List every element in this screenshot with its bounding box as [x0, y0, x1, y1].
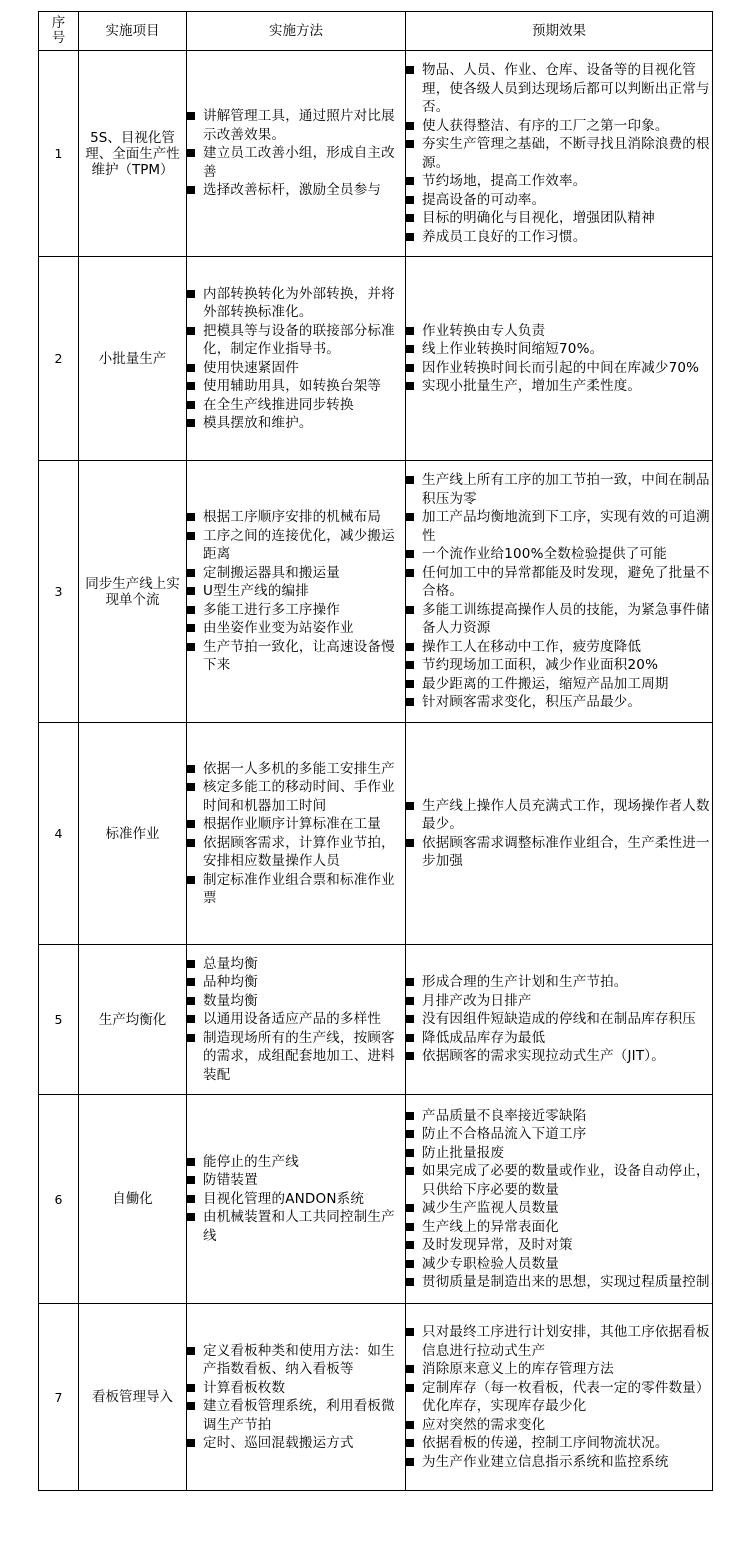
square-bullet-icon: [406, 978, 414, 986]
list-item-text: 多能工进行多工序操作: [203, 601, 340, 618]
list-item: [406, 834, 712, 871]
square-bullet-icon: [187, 401, 195, 409]
list-item: [187, 359, 405, 378]
list-item-text: 建立看板管理系统，利用看板微调生产节拍: [203, 1398, 395, 1433]
header-no: 序 号: [39, 12, 79, 51]
square-bullet-icon: [187, 419, 195, 427]
effect-cell: [406, 51, 713, 257]
square-bullet-icon: [406, 997, 414, 1005]
list-item: [406, 601, 712, 638]
square-bullet-icon: [406, 643, 414, 651]
effect-list: [406, 322, 712, 396]
list-item-text: 制定标准作业组合票和标准作业票: [203, 871, 395, 906]
square-bullet-icon: [406, 550, 414, 558]
square-bullet-icon: [187, 1176, 195, 1184]
row-number: 4: [39, 723, 79, 945]
effect-list: [406, 973, 712, 1066]
list-item-text: 定制搬运器具和搬运量: [203, 564, 340, 581]
list-item: [187, 601, 405, 620]
list-item: [406, 992, 712, 1011]
list-item-text: 为生产作业建立信息指示系统和监控系统: [422, 1453, 669, 1470]
list-item-text: 建立员工改善小组，形成自主改善: [203, 145, 395, 180]
square-bullet-icon: [406, 1260, 414, 1268]
square-bullet-icon: [187, 1347, 195, 1355]
square-bullet-icon: [406, 1015, 414, 1023]
row-number: 2: [39, 257, 79, 461]
list-item-text: 节约场地，提高工作效率。: [422, 173, 587, 189]
list-item-text: 贯彻质量是制造出来的思想，实现过程质量控制: [422, 1274, 710, 1290]
square-bullet-icon: [187, 978, 195, 986]
list-item: [406, 973, 712, 992]
list-item: [187, 1342, 405, 1379]
list-item: [187, 760, 405, 779]
list-item: [406, 1255, 712, 1274]
list-item: [406, 135, 712, 172]
square-bullet-icon: [406, 1167, 414, 1175]
square-bullet-icon: [406, 569, 414, 577]
effect-cell: [406, 945, 713, 1095]
effect-cell: [406, 257, 713, 461]
square-bullet-icon: [406, 1458, 414, 1466]
list-item-text: 作业转换由专人负责: [422, 322, 546, 339]
square-bullet-icon: [187, 820, 195, 828]
square-bullet-icon: [406, 233, 414, 241]
list-item: [187, 1379, 405, 1398]
implementation-item: 自働化: [79, 1095, 187, 1304]
list-item-text: 使用辅助用具，如转换台架等: [203, 378, 382, 394]
list-item-text: 只对最终工序进行计划安排，其他工序依据看板信息进行拉动式生产: [422, 1324, 710, 1359]
list-item: [187, 955, 405, 974]
square-bullet-icon: [406, 1112, 414, 1120]
list-item-text: 使用快速紧固件: [203, 359, 299, 376]
square-bullet-icon: [406, 661, 414, 669]
square-bullet-icon: [406, 1052, 414, 1060]
method-cell: [187, 1304, 406, 1491]
list-item-text: 产品质量不良率接近零缺陷: [422, 1107, 587, 1124]
square-bullet-icon: [187, 624, 195, 632]
list-item-text: 定时、巡回混载搬运方式: [203, 1435, 354, 1451]
list-item-text: 多能工训练提高操作人员的技能，为紧急事件储备人力资源: [422, 601, 710, 637]
list-item-text: 生产节拍一致化，让高速设备慢下来: [203, 638, 395, 674]
square-bullet-icon: [187, 1213, 195, 1221]
list-item: [406, 1416, 712, 1435]
header-effect: 预期效果: [406, 12, 713, 51]
list-item: [187, 1208, 405, 1245]
list-item: [406, 1047, 712, 1066]
list-item-text: 目视化管理的ANDON系统: [203, 1190, 365, 1207]
row-number: 5: [39, 945, 79, 1095]
list-item: [406, 471, 712, 508]
list-item: [406, 564, 712, 601]
list-item: [187, 778, 405, 815]
row-number: 6: [39, 1095, 79, 1304]
effect-list: [406, 1107, 712, 1292]
list-item-text: 定制库存（每一枚看板，代表一定的零件数量）优化库存，实现库存最少化: [422, 1379, 710, 1414]
square-bullet-icon: [406, 382, 414, 390]
square-bullet-icon: [187, 783, 195, 791]
method-cell: [187, 945, 406, 1095]
list-item-text: 制造现场所有的生产线，按顾客的需求，成组配套地加工、进料装配: [203, 1029, 395, 1083]
method-list: [187, 508, 405, 675]
square-bullet-icon: [406, 1365, 414, 1373]
list-item: [406, 508, 712, 545]
list-item: [406, 172, 712, 191]
list-item: [406, 1199, 712, 1218]
list-item: [187, 414, 405, 433]
list-item: [406, 1125, 712, 1144]
header-row: [39, 12, 713, 51]
list-item: [406, 1162, 712, 1199]
list-item-text: 因作业转换时间长而引起的中间在库减少70%: [422, 359, 700, 376]
list-item-text: 减少生产监视人员数量: [422, 1200, 559, 1216]
effect-list: [406, 61, 712, 246]
square-bullet-icon: [187, 643, 195, 651]
list-item: [187, 144, 405, 181]
implementation-item: 标准作业: [79, 723, 187, 945]
effect-cell: [406, 1095, 713, 1304]
list-item: [406, 797, 712, 834]
row-number: 1: [39, 51, 79, 257]
list-item-text: 减少专职检验人员数量: [422, 1255, 559, 1272]
list-item: [187, 377, 405, 396]
implementation-item: 5S、目视化管理、全面生产性维护（TPM）: [79, 51, 187, 257]
square-bullet-icon: [187, 876, 195, 884]
implementation-item: 看板管理导入: [79, 1304, 187, 1491]
table-row: [39, 1304, 713, 1491]
list-item-text: U型生产线的编排: [203, 583, 309, 600]
square-bullet-icon: [187, 765, 195, 773]
list-item: [187, 1010, 405, 1029]
list-item: [406, 638, 712, 657]
square-bullet-icon: [187, 290, 195, 298]
list-item: [187, 992, 405, 1011]
square-bullet-icon: [406, 680, 414, 688]
implementation-item: 生产均衡化: [79, 945, 187, 1095]
method-cell: [187, 1095, 406, 1304]
list-item: [187, 973, 405, 992]
list-item: [187, 107, 405, 144]
table-row: [39, 723, 713, 945]
list-item-text: 根据作业顺序计算标准在工量: [203, 816, 382, 832]
list-item: [187, 322, 405, 359]
list-item-text: 生产线上的异常表面化: [422, 1218, 559, 1235]
list-item-text: 物品、人员、作业、仓库、设备等的目视化管理，使各级人员到达现场后都可以判断出正常与否。: [422, 62, 710, 115]
square-bullet-icon: [187, 569, 195, 577]
list-item: [187, 619, 405, 638]
square-bullet-icon: [406, 196, 414, 204]
list-item: [406, 209, 712, 228]
effect-cell: [406, 461, 713, 723]
list-item-text: 依据一人多机的多能工安排生产: [203, 760, 395, 777]
table-row: [39, 1095, 713, 1304]
list-item: [406, 675, 712, 694]
list-item-text: 消除原来意义上的库存管理方法: [422, 1361, 614, 1377]
method-cell: [187, 461, 406, 723]
list-item: [406, 322, 712, 341]
list-item: [187, 1029, 405, 1085]
list-item-text: 形成合理的生产计划和生产节拍。: [422, 974, 628, 991]
square-bullet-icon: [187, 1402, 195, 1410]
list-item-text: 品种均衡: [203, 974, 258, 991]
square-bullet-icon: [187, 513, 195, 521]
list-item-text: 内部转换转化为外部转换，并将外部转换标准化。: [203, 285, 395, 320]
list-item-text: 降低成品库存为最低: [422, 1029, 546, 1046]
square-bullet-icon: [187, 1158, 195, 1166]
list-item-text: 依据顾客需求，计算作业节拍，安排相应数量操作人员: [203, 834, 395, 869]
square-bullet-icon: [187, 587, 195, 595]
square-bullet-icon: [406, 802, 414, 810]
list-item: [406, 1323, 712, 1360]
square-bullet-icon: [406, 1149, 414, 1157]
square-bullet-icon: [406, 1439, 414, 1447]
list-item-text: 根据工序顺序安排的机械布局: [203, 509, 382, 526]
list-item: [406, 1453, 712, 1472]
list-item: [406, 656, 712, 675]
list-item-text: 及时发现异常，及时对策: [422, 1237, 573, 1253]
square-bullet-icon: [406, 66, 414, 74]
square-bullet-icon: [406, 606, 414, 614]
square-bullet-icon: [406, 476, 414, 484]
list-item: [187, 564, 405, 583]
list-item-text: 由机械装置和人工共同控制生产线: [203, 1209, 395, 1244]
list-item-text: 月排产改为日排产: [422, 992, 532, 1009]
square-bullet-icon: [406, 1034, 414, 1042]
method-list: [187, 955, 405, 1085]
square-bullet-icon: [406, 1278, 414, 1286]
list-item: [406, 1218, 712, 1237]
implementation-item: 同步生产线上实现单个流: [79, 461, 187, 723]
list-item-text: 把模具等与设备的联接部分标准化，制定作业指导书。: [203, 322, 395, 357]
square-bullet-icon: [187, 327, 195, 335]
effect-cell: [406, 1304, 713, 1491]
square-bullet-icon: [187, 1015, 195, 1023]
method-cell: [187, 257, 406, 461]
list-item: [187, 871, 405, 908]
list-item-text: 依据看板的传递，控制工序间物流状况。: [422, 1435, 669, 1451]
list-item-text: 核定多能工的移动时间、手作业时间和机器加工时间: [203, 779, 395, 814]
list-item: [406, 117, 712, 136]
list-item-text: 线上作业转换时间缩短70%。: [422, 341, 604, 357]
square-bullet-icon: [406, 1384, 414, 1392]
square-bullet-icon: [406, 140, 414, 148]
square-bullet-icon: [406, 122, 414, 130]
square-bullet-icon: [187, 839, 195, 847]
square-bullet-icon: [187, 112, 195, 120]
list-item-text: 计算看板枚数: [203, 1379, 286, 1396]
list-item-text: 生产线上操作人员充满式工作，现场操作者人数最少。: [422, 797, 710, 832]
list-item-text: 如果完成了必要的数量或作业，设备自动停止，只供给下序必要的数量: [422, 1163, 710, 1198]
square-bullet-icon: [406, 177, 414, 185]
list-item: [187, 638, 405, 675]
method-cell: [187, 51, 406, 257]
list-item-text: 数量均衡: [203, 992, 258, 1009]
square-bullet-icon: [406, 698, 414, 706]
list-item: [406, 693, 712, 712]
effect-list: [406, 1323, 712, 1471]
list-item: [406, 545, 712, 564]
list-item-text: 依据顾客的需求实现拉动式生产（JIT）。: [422, 1048, 665, 1065]
square-bullet-icon: [406, 327, 414, 335]
effect-list: [406, 797, 712, 871]
list-item-text: 防止批量报废: [422, 1144, 505, 1161]
list-item: [406, 1010, 712, 1029]
list-item-text: 选择改善标杆，激励全员参与: [203, 182, 382, 199]
list-item: [187, 1171, 405, 1190]
list-item-text: 讲解管理工具，通过照片对比展示改善效果。: [203, 108, 395, 143]
list-item-text: 模具摆放和维护。: [203, 415, 313, 431]
square-bullet-icon: [187, 532, 195, 540]
square-bullet-icon: [406, 214, 414, 222]
list-item-text: 操作工人在移动中工作，疲劳度降低: [422, 638, 642, 655]
list-item-text: 针对顾客需求变化，积压产品最少。: [422, 694, 642, 711]
list-item-text: 防止不合格品流入下道工序: [422, 1126, 587, 1142]
square-bullet-icon: [187, 364, 195, 372]
list-item: [187, 508, 405, 527]
square-bullet-icon: [406, 345, 414, 353]
square-bullet-icon: [406, 839, 414, 847]
square-bullet-icon: [187, 960, 195, 968]
square-bullet-icon: [187, 606, 195, 614]
square-bullet-icon: [406, 364, 414, 372]
list-item: [187, 527, 405, 564]
list-item-text: 工序之间的连接优化，减少搬运距离: [203, 527, 395, 563]
square-bullet-icon: [187, 1384, 195, 1392]
list-item: [406, 1236, 712, 1255]
list-item: [187, 1190, 405, 1209]
square-bullet-icon: [406, 513, 414, 521]
table-row: [39, 257, 713, 461]
row-number: 3: [39, 461, 79, 723]
list-item-text: 在全生产线推进同步转换: [203, 396, 354, 413]
square-bullet-icon: [406, 1328, 414, 1336]
list-item-text: 能停止的生产线: [203, 1153, 299, 1170]
list-item-text: 防错装置: [203, 1172, 258, 1189]
list-item: [406, 1029, 712, 1048]
list-item: [187, 285, 405, 322]
list-item-text: 应对突然的需求变化: [422, 1416, 546, 1433]
list-item: [406, 61, 712, 117]
effect-cell: [406, 723, 713, 945]
list-item-text: 实现小批量生产，增加生产柔性度。: [422, 378, 642, 394]
square-bullet-icon: [187, 382, 195, 390]
square-bullet-icon: [187, 1034, 195, 1042]
list-item: [187, 1153, 405, 1172]
list-item: [187, 582, 405, 601]
list-item: [406, 228, 712, 247]
square-bullet-icon: [406, 1421, 414, 1429]
square-bullet-icon: [187, 149, 195, 157]
table-row: [39, 51, 713, 257]
square-bullet-icon: [187, 1195, 195, 1203]
list-item-text: 一个流作业给100%全数检验提供了可能: [422, 546, 667, 563]
header-method: 实施方法: [187, 12, 406, 51]
list-item-text: 提高设备的可动率。: [422, 191, 546, 208]
list-item: [406, 377, 712, 396]
list-item-text: 加工产品均衡地流到下工序，实现有效的可追溯性: [422, 509, 710, 544]
method-list: [187, 1342, 405, 1453]
table-row: [39, 945, 713, 1095]
square-bullet-icon: [406, 1241, 414, 1249]
list-item: [406, 1107, 712, 1126]
method-list: [187, 285, 405, 433]
list-item-text: 最少距离的工件搬运，缩短产品加工周期: [422, 675, 669, 692]
square-bullet-icon: [406, 1223, 414, 1231]
list-item: [187, 396, 405, 415]
list-item-text: 没有因组件短缺造成的停线和在制品库存积压: [422, 1011, 696, 1028]
list-item-text: 由坐姿作业变为站姿作业: [203, 620, 354, 637]
list-item: [187, 1397, 405, 1434]
list-item: [187, 834, 405, 871]
list-item-text: 定义看板种类和使用方法：如生产指数看板、纳入看板等: [203, 1342, 395, 1377]
implementation-table: [38, 11, 713, 1491]
square-bullet-icon: [406, 1130, 414, 1138]
list-item: [406, 191, 712, 210]
square-bullet-icon: [187, 186, 195, 194]
list-item: [406, 1360, 712, 1379]
square-bullet-icon: [406, 1204, 414, 1212]
method-list: [187, 1153, 405, 1246]
list-item-text: 依据顾客需求调整标准作业组合，生产柔性进一步加强: [422, 834, 710, 869]
list-item: [187, 1434, 405, 1453]
list-item: [406, 1434, 712, 1453]
list-item-text: 夯实生产管理之基础，不断寻找且消除浪费的根源。: [422, 136, 710, 171]
list-item-text: 节约现场加工面积，减少作业面积20%: [422, 657, 659, 674]
list-item: [406, 1144, 712, 1163]
list-item: [406, 1273, 712, 1292]
list-item-text: 目标的明确化与目视化，增强团队精神: [422, 210, 655, 226]
square-bullet-icon: [187, 1439, 195, 1447]
method-cell: [187, 723, 406, 945]
list-item: [406, 1379, 712, 1416]
list-item-text: 总量均衡: [203, 955, 258, 972]
list-item: [187, 181, 405, 200]
list-item: [406, 359, 712, 378]
square-bullet-icon: [187, 997, 195, 1005]
list-item-text: 使人获得整洁、有序的工厂之第一印象。: [422, 117, 669, 134]
list-item-text: 养成员工良好的工作习惯。: [422, 228, 587, 245]
method-list: [187, 107, 405, 200]
method-list: [187, 760, 405, 908]
list-item: [406, 340, 712, 359]
row-number: 7: [39, 1304, 79, 1491]
list-item-text: 生产线上所有工序的加工节拍一致，中间在制品积压为零: [422, 472, 710, 507]
list-item-text: 任何加工中的异常都能及时发现，避免了批量不合格。: [422, 564, 710, 600]
table-row: [39, 461, 713, 723]
list-item-text: 以通用设备适应产品的多样性: [203, 1011, 382, 1028]
effect-list: [406, 471, 712, 712]
header-item: 实施项目: [79, 12, 187, 51]
implementation-item: 小批量生产: [79, 257, 187, 461]
list-item: [187, 815, 405, 834]
table-body: [39, 51, 713, 1491]
